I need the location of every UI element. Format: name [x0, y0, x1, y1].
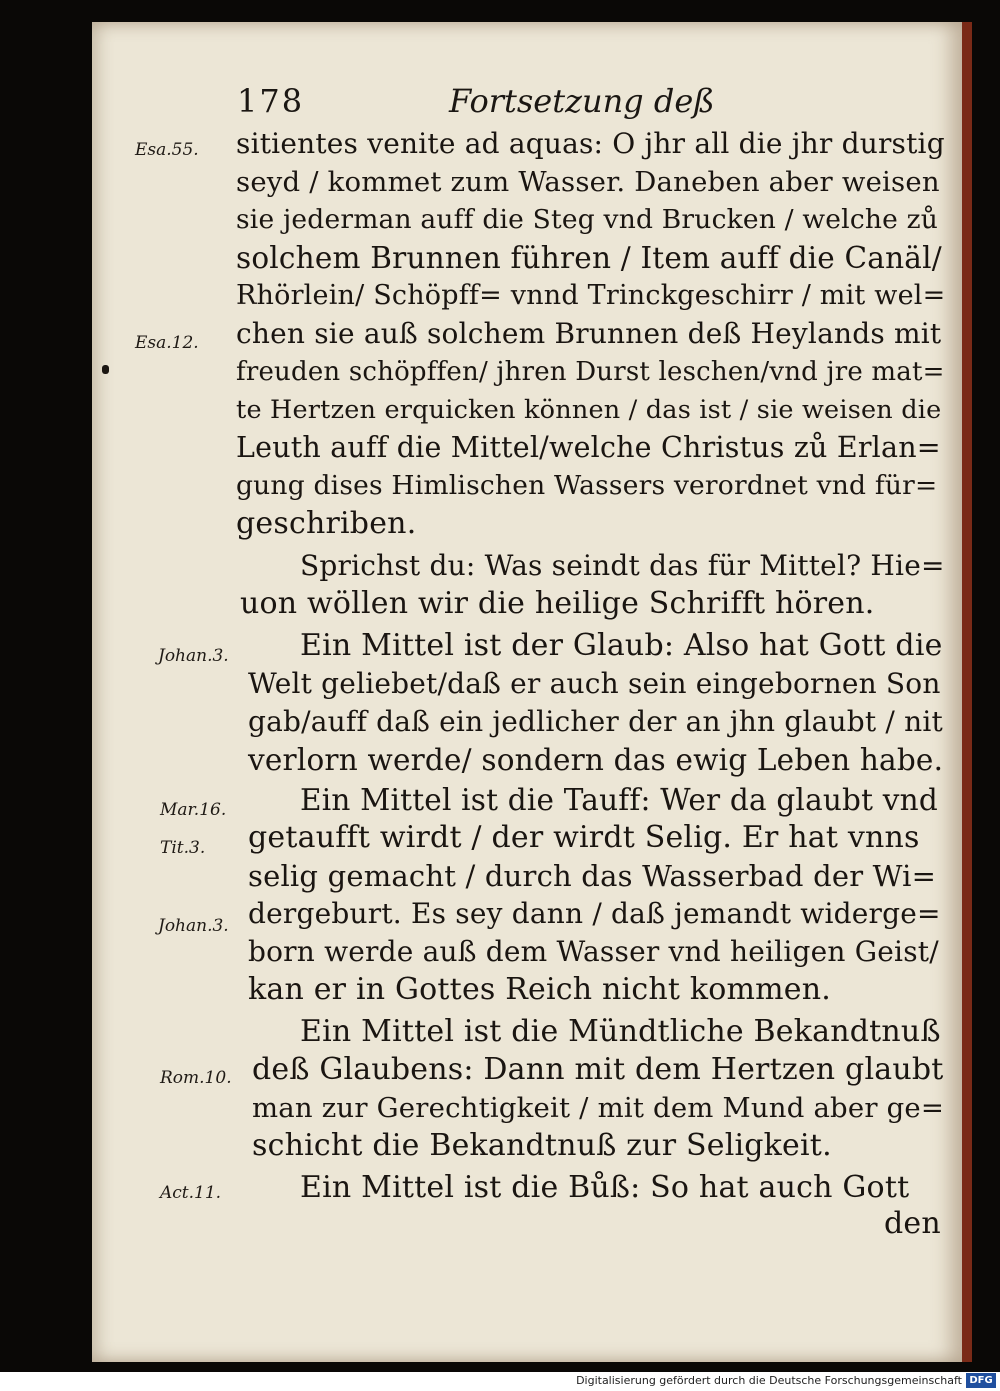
- text-line: schicht die Bekandtnuß zur Seligkeit.: [252, 1128, 832, 1163]
- text-line: kan er in Gottes Reich nicht kommen.: [248, 972, 832, 1007]
- text-line: gung dises Himlischen Wassers verordnet vnd für=: [236, 470, 938, 501]
- text-line: geschriben.: [236, 506, 417, 541]
- text-line: getaufft wirdt / der wirdt Selig. Er hat vnns: [248, 820, 920, 855]
- text-line: solchem Brunnen führen / Item auff die Canäl/: [236, 241, 942, 275]
- text-line: gab/auff daß ein jedlicher der an jhn glaubt / nit: [248, 705, 943, 738]
- text-line: sie jederman auff die Steg vnd Brucken / welche zů: [236, 204, 939, 235]
- text-line: seyd / kommet zum Wasser. Daneben aber weisen: [236, 166, 940, 198]
- text-line: Welt geliebet/daß er auch sein eingebornen Son: [248, 667, 941, 700]
- text-line: Ein Mittel ist die Tauff: Wer da glaubt vnd: [300, 783, 938, 817]
- margin-note: Esa.12.: [135, 333, 199, 353]
- text-line: sitientes venite ad aquas: O jhr all die jhr durstig: [236, 127, 945, 160]
- text-line: dergeburt. Es sey dann / daß jemandt widerge=: [248, 897, 941, 930]
- text-line: Rhörlein/ Schöpff= vnnd Trinckgeschirr / mit wel=: [236, 280, 946, 311]
- digitization-footer: [0, 1372, 1000, 1391]
- margin-note: Johan.3.: [158, 646, 229, 666]
- page-number: 178: [237, 82, 305, 120]
- margin-note: Rom.10.: [160, 1068, 232, 1088]
- ink-mark: [102, 365, 109, 374]
- margin-note: Esa.55.: [135, 140, 199, 160]
- text-line: te Hertzen erquicken können / das ist / sie weisen die: [236, 395, 942, 425]
- text-line: den: [884, 1206, 941, 1241]
- margin-note: Mar.16.: [160, 800, 227, 820]
- dfg-logo: DFG: [966, 1373, 996, 1388]
- text-line: man zur Gerechtigkeit / mit dem Mund aber ge=: [252, 1092, 945, 1124]
- text-line: verlorn werde/ sondern das ewig Leben habe.: [248, 743, 944, 777]
- text-line: Ein Mittel ist die Bůß: So hat auch Gott: [300, 1170, 910, 1205]
- text-line: selig gemacht / durch das Wasserbad der Wi=: [248, 859, 937, 893]
- text-line: Sprichst du: Was seindt das für Mittel? Hie=: [300, 549, 945, 582]
- text-line: deß Glaubens: Dann mit dem Hertzen glaubt: [252, 1052, 944, 1087]
- text-line: Ein Mittel ist die Mündtliche Bekandtnuß: [300, 1014, 941, 1049]
- text-line: uon wöllen wir die heilige Schrifft hören.: [240, 586, 875, 621]
- text-line: Leuth auff die Mittel/welche Christus zů Erlan=: [236, 431, 941, 464]
- text-line: chen sie auß solchem Brunnen deß Heylands mit: [236, 317, 942, 350]
- margin-note: Act.11.: [160, 1183, 222, 1203]
- funding-credit: Digitalisierung gefördert durch die Deutsche Forschungsgemeinschaft: [576, 1374, 962, 1387]
- margin-note: Tit.3.: [160, 838, 206, 858]
- text-line: Ein Mittel ist der Glaub: Also hat Gott die: [300, 628, 943, 663]
- text-line: freuden schöpffen/ jhren Durst leschen/vnd jre mat=: [236, 357, 945, 387]
- running-head: Fortsetzung deß: [449, 82, 715, 120]
- text-line: born werde auß dem Wasser vnd heiligen Geist/: [248, 935, 939, 968]
- margin-note: Johan.3.: [158, 916, 229, 936]
